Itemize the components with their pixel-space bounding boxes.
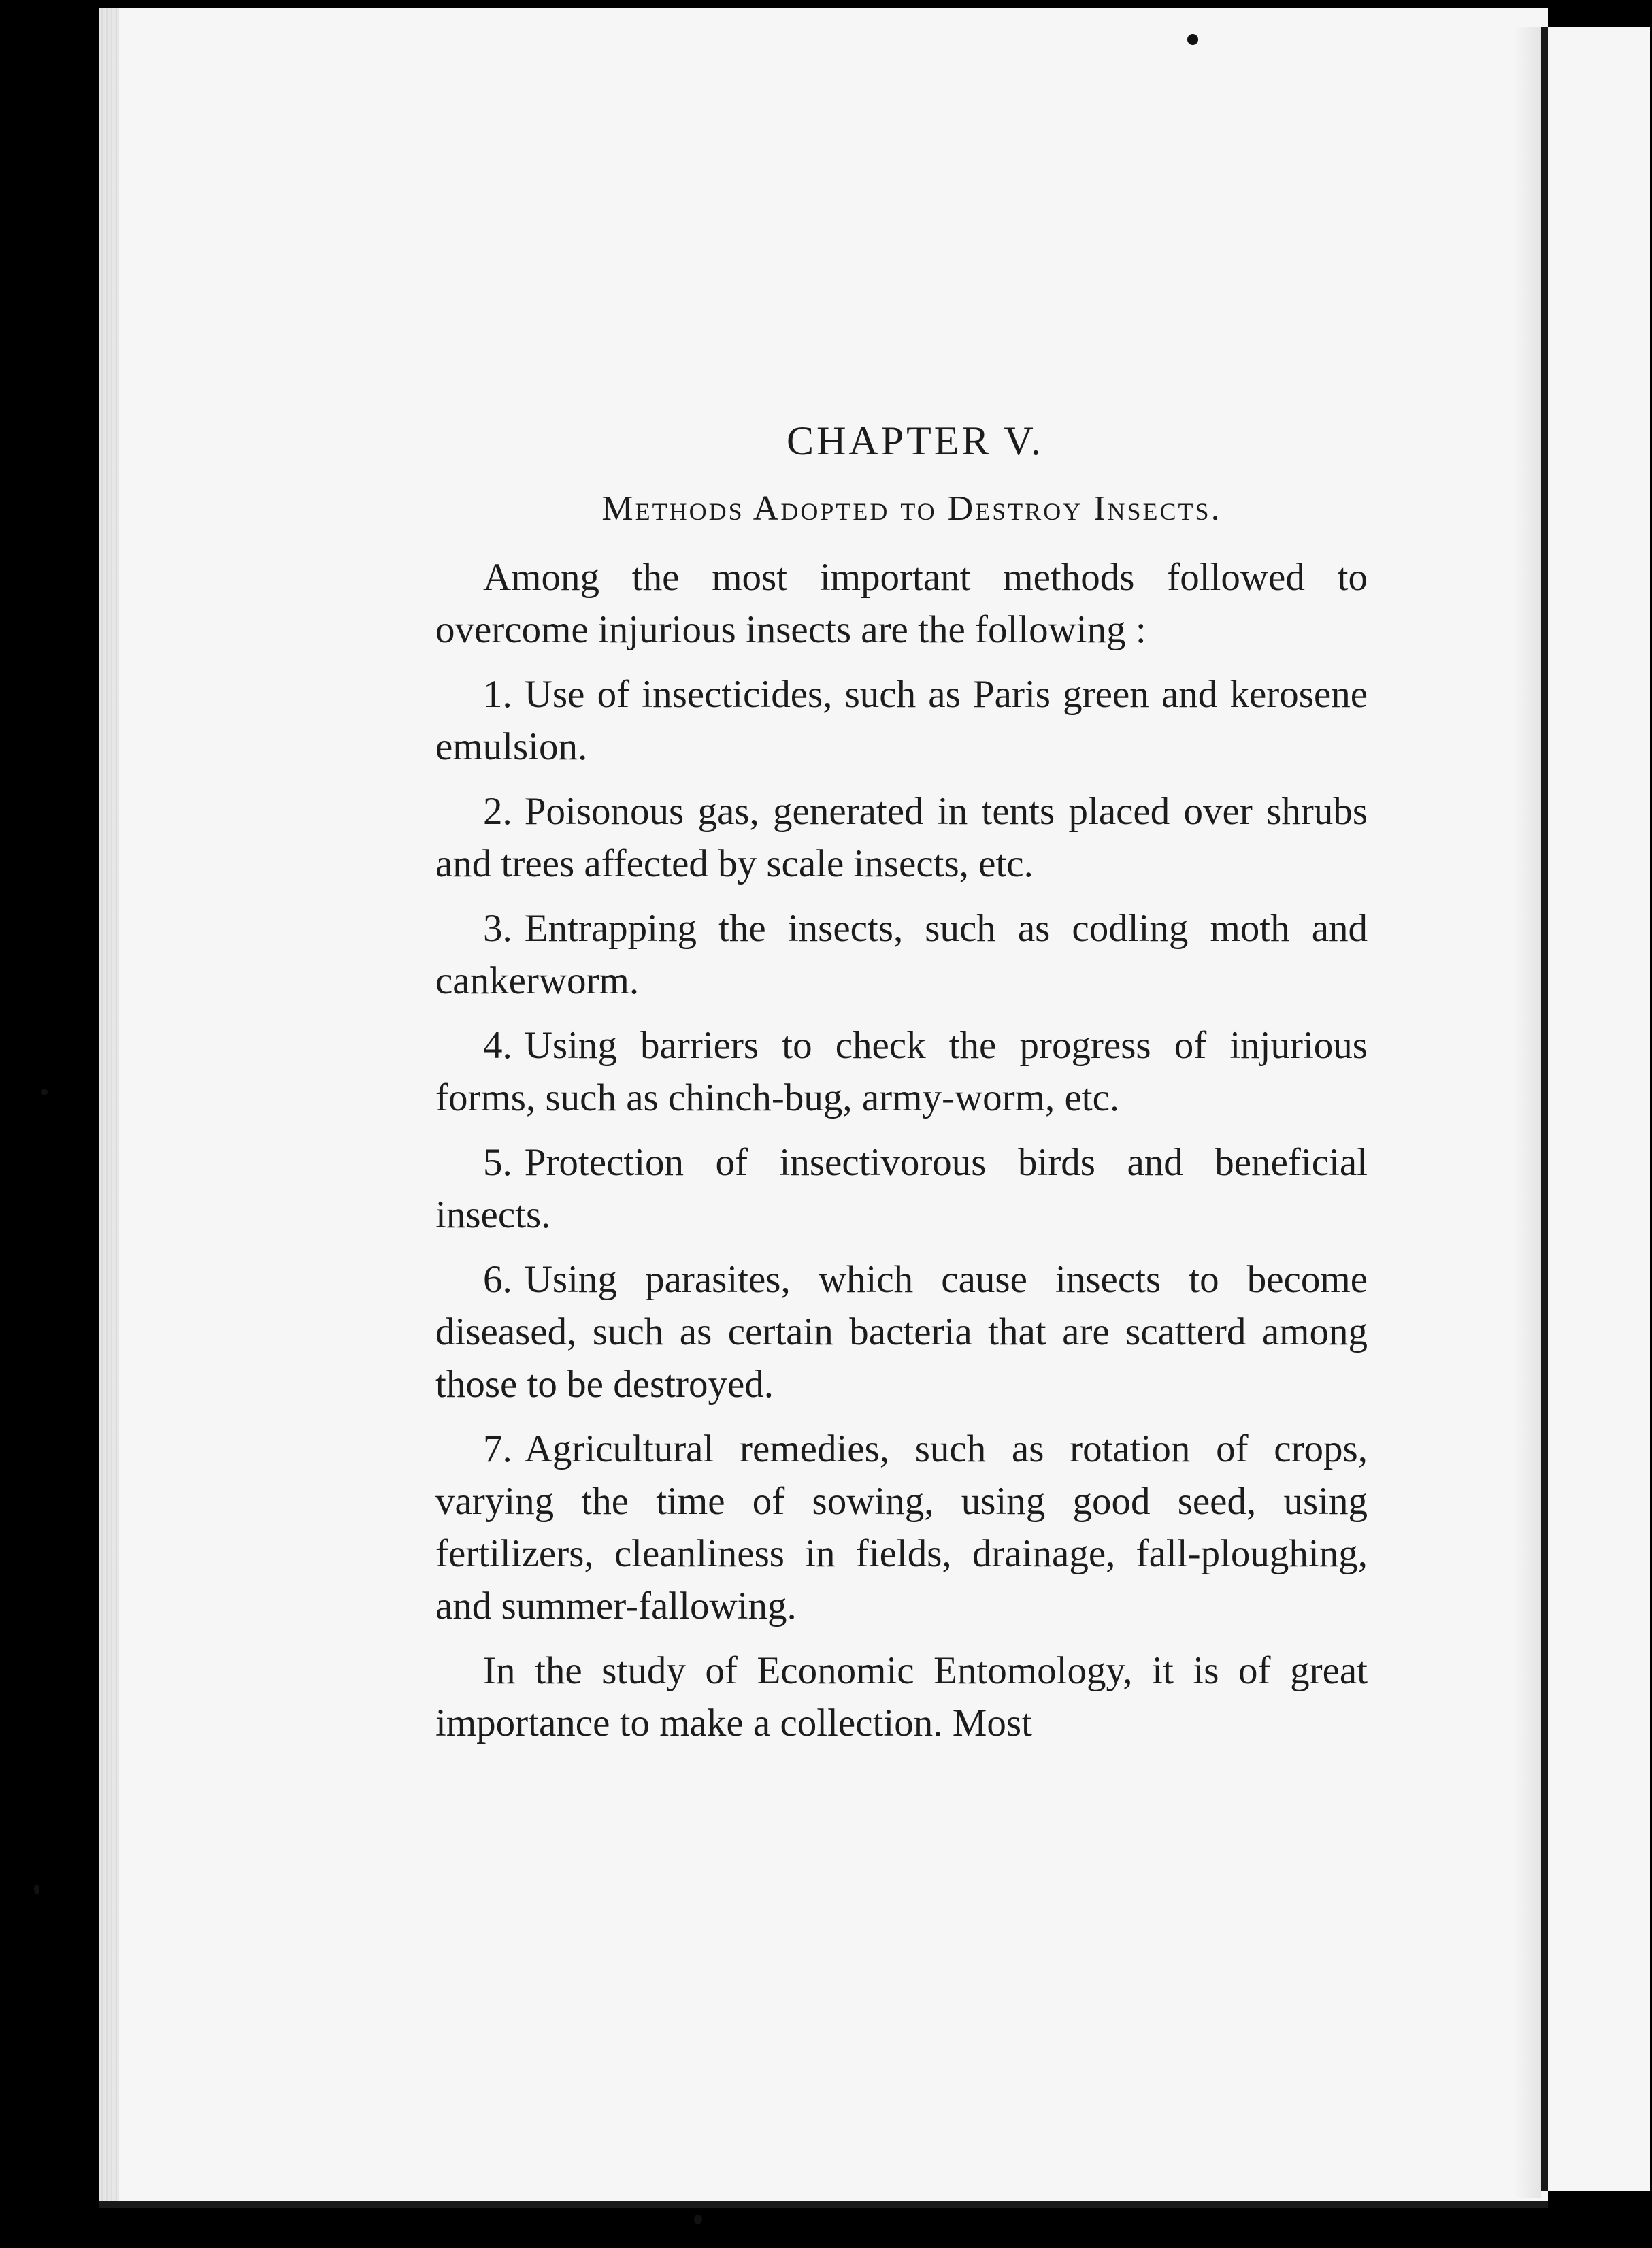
section-title: Methods Adopted to Destroy Insects. (601, 489, 1222, 528)
method-item-1 (435, 668, 1368, 773)
gutter-shadow (1514, 27, 1541, 2198)
method-text: Entrapping the insects, such as codling moth and cankerworm. (435, 907, 1368, 1002)
method-number: 3. (483, 907, 512, 950)
method-item-5 (435, 1136, 1368, 1241)
method-number: 6. (483, 1258, 512, 1301)
method-number: 2. (483, 790, 512, 833)
method-number: 1. (483, 673, 512, 716)
page-text (435, 415, 1368, 1762)
method-text: Poisonous gas, generated in tents placed over shrubs and trees affected by scale insects, etc. (435, 790, 1368, 885)
closing-paragraph: In the study of Economic Entomology, it is of great importance to make a collection. Most (435, 1649, 1368, 1745)
method-item-6 (435, 1253, 1368, 1410)
dust-speck (34, 1885, 39, 1894)
dust-speck (41, 1089, 48, 1095)
facing-page-edge (1541, 27, 1650, 2191)
method-text: Use of insecticides, such as Paris green and kerosene emulsion. (435, 673, 1368, 768)
method-text: Protection of insectivorous birds and beneficial insects. (435, 1141, 1368, 1236)
dust-speck (1187, 34, 1198, 45)
method-number: 5. (483, 1141, 512, 1184)
method-item-2 (435, 785, 1368, 890)
method-text: Using barriers to check the progress of injurious forms, such as chinch-bug, army-worm, etc. (435, 1024, 1368, 1119)
method-number: 7. (483, 1427, 512, 1470)
method-item-4 (435, 1019, 1368, 1124)
method-number: 4. (483, 1024, 512, 1067)
page-bottom-edge (99, 2201, 1548, 2208)
intro-paragraph: Among the most important methods followed to overcome injurious insects are the following : (435, 556, 1368, 651)
method-item-3 (435, 902, 1368, 1007)
method-item-7 (435, 1423, 1368, 1632)
method-text: Using parasites, which cause insects to become diseased, such as certain bacteria that are scatterd among those to be destroyed. (435, 1258, 1368, 1406)
page-edge (99, 8, 119, 2206)
dust-speck (694, 2215, 702, 2224)
method-text: Agricultural remedies, such as rotation of crops, varying the time of sowing, using good seed, using fertilizers, cleanliness in fields, drainage, fall-ploughing, and summer-fallowing. (435, 1427, 1368, 1627)
chapter-title: CHAPTER V. (787, 418, 1044, 463)
